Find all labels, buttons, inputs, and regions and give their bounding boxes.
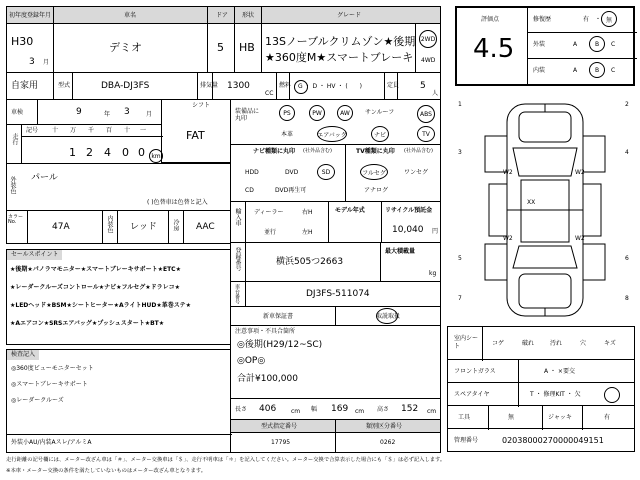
hgt: 152: [401, 404, 419, 414]
shape-cell: [234, 23, 262, 73]
seat-label-cell: [384, 72, 398, 100]
mileage-label: 走行: [11, 133, 18, 145]
damage-mark: W2: [575, 235, 585, 242]
len: 406: [259, 404, 277, 414]
color-label: 外装色: [9, 176, 16, 194]
tv-label: TV種類に丸印: [356, 148, 395, 155]
grade-label-cell: [261, 6, 441, 24]
int-color-cell: [117, 210, 169, 244]
navi-sd-text: SD: [321, 168, 331, 176]
mileage-unit: km: [151, 152, 161, 160]
int-color: レッド: [130, 222, 157, 232]
model-type: 17795: [271, 439, 291, 446]
drive-2wd-circled: [419, 30, 437, 48]
interior-item: キズ: [604, 340, 616, 347]
reg-date-cell: [6, 23, 54, 73]
diagram-number: 7: [458, 295, 462, 302]
inspection-year-unit: 年: [104, 111, 111, 118]
rating-label: 評価点: [481, 16, 500, 23]
recycle-unit: 円: [432, 228, 439, 235]
manual: 取説取扱: [376, 313, 401, 320]
interior-item: 破れ: [522, 340, 535, 347]
sales-point-line: ★レーダークルーズコントロール★ナビ★フルセグ★ドラレコ★: [10, 284, 181, 291]
reg-date-label-cell: [6, 6, 54, 24]
equipment-cell: [230, 99, 441, 145]
equip-ps: [279, 105, 295, 121]
mgmt-value: 02038000270000049151: [502, 436, 604, 445]
interior-item: 汚れ: [550, 340, 563, 347]
mileage-digit: 2: [86, 146, 93, 159]
interior-item: コゲ: [492, 340, 505, 347]
navi-cd: CD: [245, 187, 254, 194]
interior-grade-c: C: [611, 67, 616, 74]
damage-mark: XX: [527, 199, 536, 206]
mgmt-label: 管理番号: [454, 437, 479, 444]
navi-label: ナビ種類に丸印: [253, 148, 296, 155]
inspection-label: 車検: [11, 109, 24, 116]
len-unit: cm: [291, 408, 301, 415]
int-color-label-cell: [102, 210, 118, 244]
tv-fullseg: [360, 164, 388, 180]
interior-cell: [447, 326, 635, 360]
equip-aw-text: AW: [340, 109, 350, 117]
class-label: 類別区分番号: [366, 423, 403, 430]
interior-label: 室内シート: [454, 335, 479, 350]
mileage-digit: 4: [104, 146, 111, 159]
equip-ps-text: PS: [283, 109, 291, 117]
seat-unit: 人: [432, 90, 439, 97]
jack-label: ジャッキ: [548, 414, 572, 421]
model-type-cell: [230, 432, 336, 453]
mileage-digit: 0: [138, 146, 145, 159]
model-year-cell: [328, 201, 382, 243]
grade-line1: 13Sノーブルクリムゾン★後期: [265, 35, 416, 48]
grade-line2: ★360度M★スマートブレーキ: [265, 51, 414, 64]
load-label: 最大積載量: [385, 248, 416, 255]
grade-cell: [261, 23, 416, 73]
tv-oneseg: ワンセグ: [404, 169, 429, 176]
navi-cell: [230, 144, 346, 202]
new-car-warranty: 新車保証書: [263, 313, 294, 320]
mgmt-cell: [447, 428, 635, 452]
inspector-cell: [6, 349, 231, 453]
reg-no: 横浜505つ2663: [276, 257, 344, 267]
tv-analog: アナログ: [364, 187, 389, 194]
model-type-label-cell: [230, 419, 336, 433]
exterior-grade-c: C: [611, 41, 616, 48]
shift-value: FAT: [186, 129, 205, 142]
chassis-no: DJ3FS-511074: [306, 289, 370, 299]
class-cell: [335, 432, 441, 453]
tool-label: 工具: [458, 414, 471, 421]
sales-point-line: ★LEDヘッド★BSM★シートヒーター★AライトHUD★革巻ステ★: [10, 302, 192, 309]
inspection-cell: [37, 99, 162, 125]
shape-label-cell: [234, 6, 262, 24]
drive-4wd: 4WD: [421, 57, 436, 64]
wid-label: 幅: [311, 406, 318, 413]
disp-unit: CC: [265, 90, 274, 97]
shift-label: シフト: [192, 102, 211, 109]
exterior-grade-b-circled: [589, 36, 605, 52]
exterior-grade-b: B: [594, 40, 600, 48]
int-color-label: 内装色: [106, 215, 113, 233]
car-diagram: [455, 96, 635, 324]
sales-point-line: ★Aエアコン★SRSエアバッグ★プッシュスタート★BT★: [10, 320, 165, 327]
ac-label-cell: [168, 210, 184, 244]
shape: HB: [239, 41, 255, 54]
equip-abs: [417, 105, 435, 123]
glass-cell: [447, 359, 635, 383]
inspection-month-unit: 月: [146, 111, 153, 118]
inspector-footer: 外装小AU/内装Aスレ/アルミA: [11, 439, 92, 446]
equip-sunroof: サンルーフ: [365, 109, 395, 116]
equip-tv-text: TV: [422, 130, 430, 138]
glass-label: フロントガラス: [454, 368, 496, 375]
recycle-cell: [381, 201, 441, 243]
dims-cell: [230, 398, 441, 420]
color-code-label: カラーNo.: [8, 214, 24, 225]
diagram-number: 6: [625, 255, 629, 262]
import-right: 右H: [302, 209, 313, 216]
jack-value: 有: [604, 414, 611, 421]
equip-airbag-text: エアバック: [317, 131, 347, 139]
chassis-label-cell: [230, 281, 246, 307]
import-dealer: ディーラー: [254, 209, 284, 216]
spare-tire-cell: [447, 382, 635, 406]
inspection-month: 3: [124, 107, 130, 117]
fuel-options: G ・ D ・ HV ・ ( ): [298, 83, 363, 90]
equip-aw: [337, 105, 353, 121]
color-cell: [6, 163, 231, 211]
damage-mark: W2: [503, 169, 513, 176]
reg-date-label: 初年度登録年月: [9, 12, 52, 19]
interior-item: 穴: [580, 340, 587, 347]
navi-hdd: HDD: [245, 169, 259, 176]
shape-label: 形状: [242, 12, 255, 19]
color-note: ( )色替車は色替と記入: [147, 199, 208, 206]
recycle-amount: 10,040: [392, 225, 424, 235]
drive-cell: [415, 23, 441, 73]
fuel-cell: [289, 72, 385, 100]
mileage-digit: 0: [122, 146, 129, 159]
model-label-cell: [53, 72, 73, 100]
import-parallel: 並行: [264, 229, 277, 236]
notes-line: ◎後期(H29/12~SC): [237, 340, 323, 350]
car-outline-icon: [455, 96, 635, 324]
inspector-line: ◎レーダークルーズ: [11, 397, 64, 404]
chassis-label: 車台番号: [234, 284, 240, 304]
inspection-label-cell: [6, 99, 38, 125]
door-label: ドア: [216, 12, 228, 19]
reg-month: 3: [29, 57, 35, 67]
tv-note: (社外品含む): [404, 148, 433, 154]
ac-label: 冷房: [172, 219, 179, 231]
interior-grade-b: B: [594, 66, 600, 74]
new-car-warranty-cell: [230, 306, 336, 326]
diagram-number: 3: [458, 149, 462, 156]
repair-yes: 有: [583, 16, 590, 23]
drive-2wd: 2WD: [420, 35, 436, 43]
wid-unit: cm: [355, 408, 365, 415]
recycle-label: リサイクル預託金: [385, 207, 433, 214]
inspector-line: ◎360度ビューモニターセット: [11, 365, 94, 372]
seats: 5: [420, 81, 426, 91]
disp-cell: [212, 72, 277, 100]
equip-airbag: [317, 126, 347, 142]
len-label: 長さ: [235, 406, 248, 413]
shift-cell: [161, 99, 231, 163]
load-unit: kg: [429, 270, 437, 277]
equip-navi: [371, 126, 389, 142]
reg-era: H30: [11, 35, 34, 48]
equip-pw-text: PW: [312, 109, 322, 117]
interior-grade-a: A: [573, 67, 578, 74]
glass-options: A ・ ×要交: [544, 368, 575, 375]
car-name-cell: [53, 23, 208, 73]
equip-leather: 本革: [281, 131, 294, 138]
wid: 169: [331, 404, 349, 414]
notes-cell: [230, 325, 441, 399]
mileage-unit-circled: [149, 149, 163, 163]
model-year-label: モデル年式: [335, 207, 365, 214]
doors-cell: [207, 23, 235, 73]
rating-box: 評価点 4.5 修復歴 有 ・ 無 外装 A B C 内装 A B C: [455, 6, 635, 86]
unit-man: 万: [70, 127, 77, 134]
color-code-cell: [27, 210, 103, 244]
damage-mark: W2: [575, 169, 585, 176]
interior-label: 内装: [533, 67, 546, 74]
mileage-digit: 1: [69, 146, 76, 159]
equipment-label: 装備品に丸印: [235, 108, 260, 123]
footer-line2: ※本車・メーター交換の条件を満たしていないものはメーター改ざん車となります。: [6, 468, 207, 474]
tv-fullseg-text: フルセグ: [362, 169, 386, 177]
import-left: 左H: [302, 229, 313, 236]
reg-no-cell: [245, 242, 381, 282]
disp-label-cell: [197, 72, 219, 100]
unit-jyuman: 十: [52, 127, 59, 134]
chassis-cell: [245, 281, 441, 307]
equip-tv: [417, 126, 435, 142]
reg-month-unit: 月: [43, 59, 50, 66]
exterior-label: 外装: [533, 41, 546, 48]
tool-value: 無: [508, 414, 515, 421]
load-cell: [380, 242, 441, 282]
navi-dvd: DVD: [285, 169, 299, 176]
reg-no-label: 登録番号: [234, 247, 241, 271]
inspector-line: ◎スマートブレーキサポート: [11, 381, 88, 388]
unit-sen: 千: [88, 127, 95, 134]
ac-value: AAC: [196, 222, 215, 232]
class: 0262: [380, 439, 396, 446]
mileage-note-label: 記号: [26, 127, 39, 134]
repair-no-circled: [601, 11, 617, 27]
use: 自家用: [11, 81, 39, 91]
mileage-label-cell: [6, 124, 22, 164]
disp: 1300: [227, 81, 250, 91]
footer-line1: 走行距離の記号欄には、メーター改ざん車は「＃」、メーター交換車は「＄」、走行不明車は「＊」を記入してください。メーター交換で合算表示した場合にも「＄」は必ず記入します。: [6, 457, 446, 463]
repair-label: 修復歴: [533, 16, 552, 23]
tool-cell: [447, 405, 635, 429]
car-name-label-cell: [53, 6, 208, 24]
car-name-label: 車名: [124, 12, 137, 19]
hgt-label: 高さ: [377, 406, 390, 413]
use-cell: [6, 72, 54, 100]
import-label: 輸入車: [234, 208, 241, 226]
inspection-year: 9: [76, 107, 82, 117]
color-code: 47A: [52, 222, 70, 232]
diagram-number: 4: [625, 149, 629, 156]
notes-line: ◎OP◎: [237, 356, 266, 366]
sales-point-line: ★後期★パノラマモニター★スマートブレーキサポート★ETC★: [10, 266, 181, 273]
doors: 5: [217, 41, 224, 54]
class-label-cell: [335, 419, 441, 433]
notes-line: 合計¥100,000: [237, 374, 298, 384]
model: DBA-DJ3FS: [101, 81, 150, 91]
manual-cell: [335, 306, 441, 326]
unit-ichi: 一: [140, 127, 147, 134]
unit-jyu: 十: [124, 127, 131, 134]
exterior-grade-a: A: [573, 41, 578, 48]
sales-point-cell: [6, 249, 231, 345]
sales-point-label: セールスポイント: [7, 250, 62, 260]
inspector-label: 検査記入: [7, 350, 39, 360]
equip-pw: [309, 105, 325, 121]
repair-no: 無: [605, 16, 612, 24]
navi-sd: [317, 164, 335, 180]
unit-hyaku: 百: [106, 127, 113, 134]
navi-dvd-play: DVD再生可: [275, 187, 307, 194]
tv-cell: [345, 144, 441, 202]
equip-abs-text: ABS: [420, 110, 432, 118]
diagram-number: 2: [625, 101, 629, 108]
reg-no-label-cell: [230, 242, 246, 282]
equip-navi-text: ナビ: [373, 131, 386, 139]
fuel-label: 燃料: [279, 82, 292, 89]
tire-options: T ・ 修理KIT ・ 欠: [530, 391, 581, 398]
model-label: 型式: [58, 82, 71, 89]
diagram-number: 5: [458, 255, 462, 262]
notes-label: 注意事項・不具合箇所: [235, 328, 296, 335]
tire-label: スペアタイヤ: [454, 391, 490, 398]
interior-grade-b-circled: [589, 62, 605, 78]
color-code-label-cell: [6, 210, 28, 244]
fuel-label-cell: [276, 72, 290, 100]
model-cell: [72, 72, 198, 100]
mileage-cell: [21, 124, 162, 164]
navi-note: (社外品含む): [303, 148, 332, 154]
model-type-label: 型式指定番号: [261, 423, 298, 430]
door-label-cell: [207, 6, 235, 24]
car-name: デミオ: [109, 41, 142, 54]
hgt-unit: cm: [427, 408, 437, 415]
damage-mark: W2: [503, 235, 513, 242]
tire-circle: [604, 387, 620, 403]
grade-label: グレード: [337, 12, 362, 19]
import-label-cell: [230, 201, 246, 243]
seat-label: 定員: [387, 82, 400, 89]
disp-label: 排気量: [200, 82, 219, 89]
ac-cell: [183, 210, 231, 244]
color-value: パール: [31, 173, 58, 183]
rating-value: 4.5: [473, 34, 515, 64]
diagram-number: 1: [458, 101, 462, 108]
import-cell: [245, 201, 329, 243]
seats-cell: [397, 72, 441, 100]
diagram-number: 8: [625, 295, 629, 302]
